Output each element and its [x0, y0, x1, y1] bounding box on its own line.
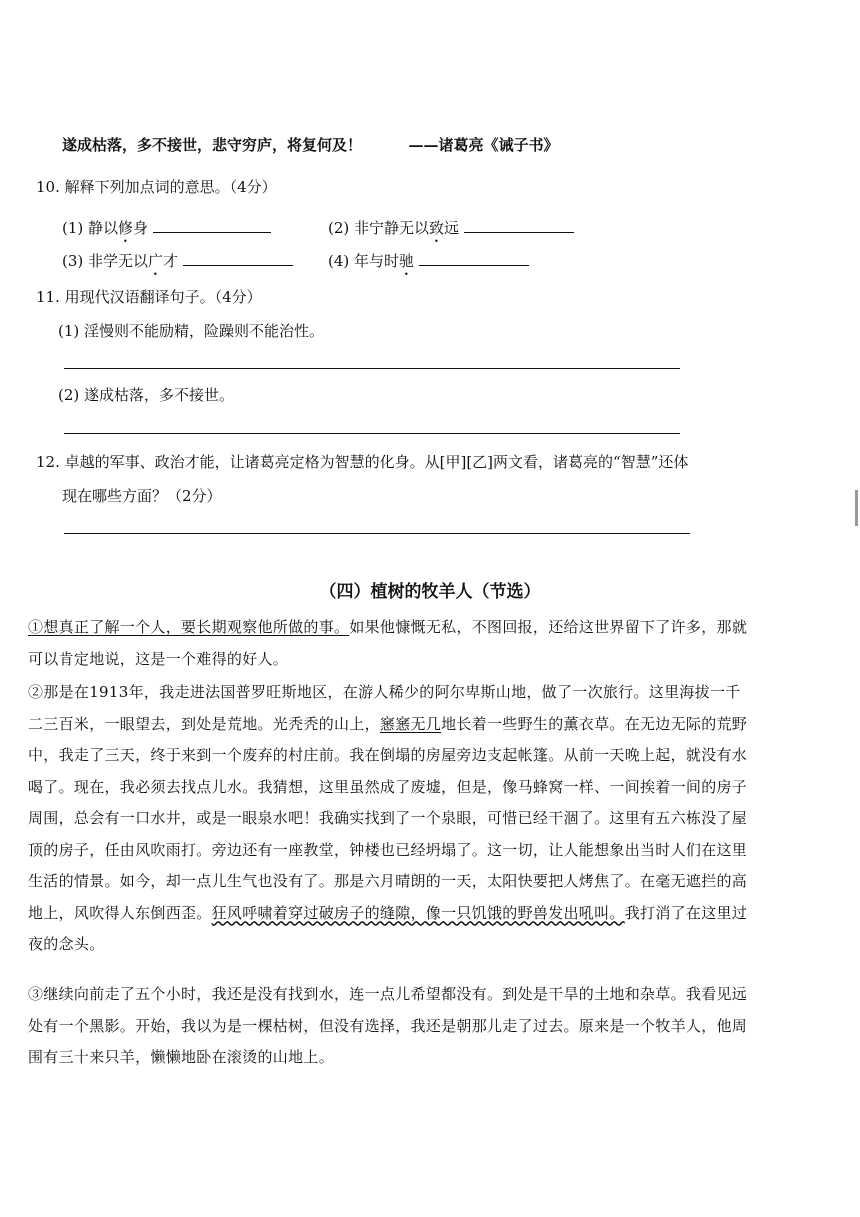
q11-item-1: (1) 淫慢则不能励精，险躁则不能治性。 — [58, 322, 325, 340]
dotted-char: 致 — [429, 219, 445, 237]
question-11-stem: 11. 用现代汉语翻译句子。（4分） — [36, 288, 262, 306]
q11-item-2: (2) 遂成枯落，多不接世。 — [58, 386, 235, 404]
q10-item-1: (1) 静以修身 — [62, 218, 271, 246]
underlined-sentence: ①想真正了解一个人，要长期观察他所做的事。 — [28, 618, 350, 636]
question-12-line-1: 12. 卓越的军事、政治才能，让诸葛亮定格为智慧的化身。从[甲][乙]两文看，诸葛亮的“智慧”还体 — [36, 453, 689, 471]
classical-text: 遂成枯落，多不接世，悲守穷庐，将复何及！ — [62, 136, 363, 154]
classical-text-last-line — [62, 135, 559, 155]
paragraph-3: ③继续向前走了五个小时，我还是没有找到水，连一点儿希望都没有。到处是干旱的土地和杂草。我看见远处有一个黑影。开始，我以为是一棵枯树，但没有选择，我还是朝那儿走了过去。原来是一个牧羊人，他周围有三十来只羊，懒懒地卧在滚烫的山地上。 — [28, 985, 748, 1066]
dotted-char: 广 — [148, 252, 164, 270]
scan-edge-mark — [855, 490, 858, 526]
q11-answer-line-1[interactable] — [64, 368, 680, 369]
paragraph-2: ②那是在1913年，我走进法国普罗旺斯地区，在游人稀少的阿尔卑斯山地，做了一次旅行。这里海拔一千二三百米，一眼望去，到处是荒地。光秃秃的山上，窸窸无几地长着一些野生的薰衣草。在无边无际的荒野中，我走了三天，终于来到一个废弃的村庄前。我在倒塌的房屋旁边支起帐篷。从前一天晚上起，就没有水喝了。现在，我必须去找点儿水。我猜想，这里虽然成了废墟，但是，像马蜂窝一样、一间挨着一间的房子周围，总会有一口水井，或是一眼泉水吧！我确实找到了一个泉眼，可惜已经干涸了。这里有五六栋没了屋顶的房子，任由风吹雨打。旁边还有一座教堂，钟楼也已经坍塌了。这一切，让人能想象出当时人们在这里生活的情景。如今，却一点儿生气也没有了。那是六月晴朗的一天，太阳快要把人烤焦了。在毫无遮拦的高地上，风吹得人东倒西歪。狂风呼啸着穿过破房子的缝隙，像一只饥饿的野兽发出吼叫。我打消了在这里过夜的念头。 — [28, 683, 748, 953]
question-12-line-2: 现在哪些方面？（2分） — [62, 487, 222, 505]
q11-answer-line-2[interactable] — [64, 433, 680, 434]
q10-item-4: (4) 年与时驰 — [328, 251, 529, 279]
section-title: （四）植树的牧羊人（节选） — [319, 582, 541, 602]
q12-answer-line[interactable] — [64, 533, 690, 534]
wavy-underlined-sentence: 狂风呼啸着穿过破房子的缝隙，像一只饥饿的野兽发出吼叫。 — [211, 903, 625, 922]
question-10-stem: 10. 解释下列加点词的意思。（4分） — [36, 178, 277, 196]
paragraph-1: ①想真正了解一个人，要长期观察他所做的事。如果他慷慨无私，不图回报，还给这世界留下了许多，那就可以肯定地说，这是一个难得的好人。 — [28, 618, 748, 668]
underlined-word: 窸窸无几 — [379, 714, 442, 733]
classical-source: ——诸葛亮《诫子书》 — [408, 136, 559, 154]
q10-item-3: (3) 非学无以广才 — [62, 251, 293, 279]
answer-blank[interactable] — [153, 218, 271, 233]
answer-blank[interactable] — [183, 251, 293, 266]
answer-blank[interactable] — [419, 251, 529, 266]
answer-blank[interactable] — [464, 218, 574, 233]
dotted-char: 修 — [118, 219, 134, 237]
dotted-char: 驰 — [399, 252, 415, 270]
q10-item-2: (2) 非宁静无以致远 — [328, 218, 574, 246]
